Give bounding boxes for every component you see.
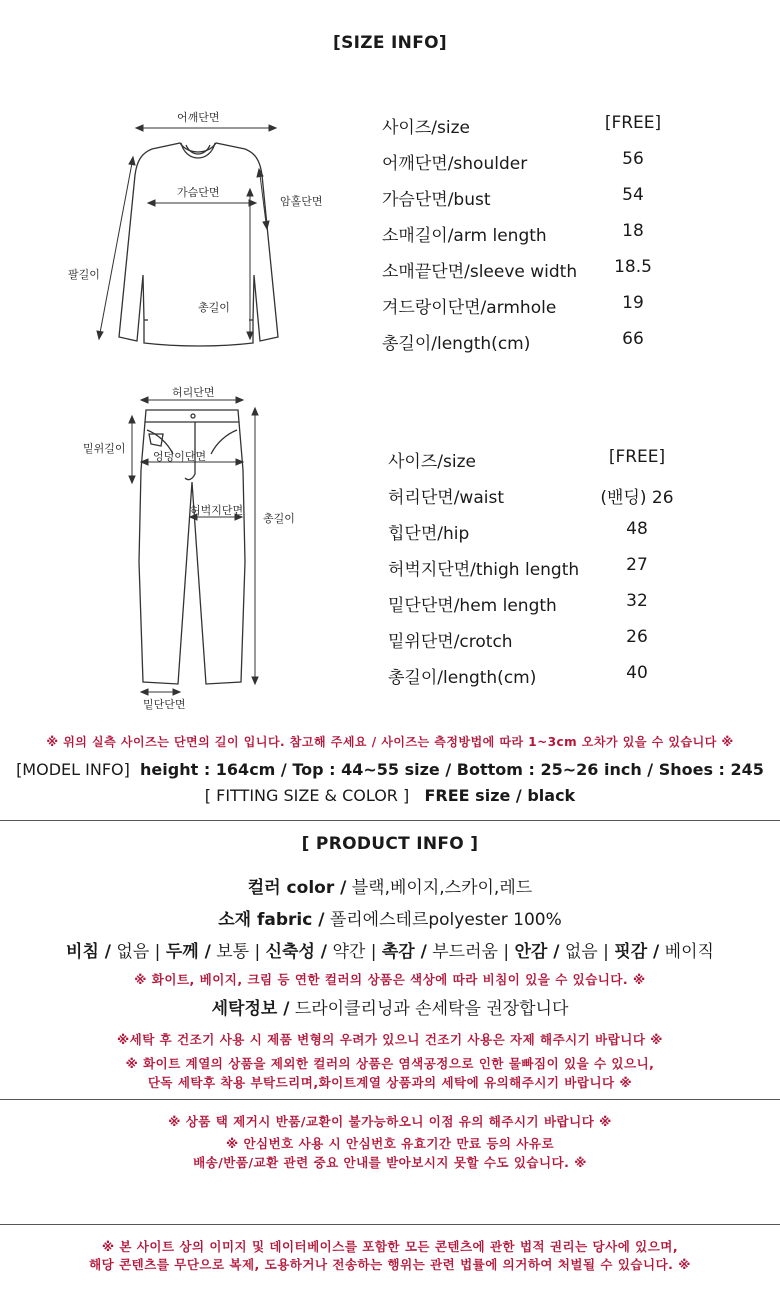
size-value: 18.5: [614, 257, 652, 277]
attr-label: 두께 /: [165, 942, 211, 962]
size-label: 허벅지단면/thigh length: [388, 560, 580, 580]
dye-notice-1: ※ 화이트 계열의 상품을 제외한 컬러의 상품은 염색공정으로 인한 물빠짐이 있을 수 있으니,: [125, 1056, 655, 1071]
size-label: 가슴단면/bust: [382, 190, 491, 210]
attr-label: 촉감 /: [381, 942, 427, 962]
size-value: 26: [626, 627, 648, 647]
size-label: 소매끝단면/sleeve width: [382, 262, 578, 282]
attr-value: 없음: [116, 942, 150, 962]
safe-notice-2: 배송/반품/교환 관련 중요 안내를 받아보시지 못할 수도 있습니다. ※: [193, 1155, 587, 1170]
pants-length-label: 총길이: [263, 512, 295, 525]
size-label: 소매길이/arm length: [382, 226, 547, 246]
size-label: 사이즈/size: [382, 118, 470, 138]
tag-notice: ※ 상품 택 제거시 반품/교환이 불가능하오니 이점 유의 해주시기 바랍니다 ※: [168, 1114, 612, 1129]
attributes-line: 비침 / 없음 | 두께 / 보통 | 신축성 / 약간 | 촉감 / 부드러움 | 안감 / 없음 | 핏감 / 베이직: [66, 942, 714, 962]
total-length-label: 총길이: [198, 301, 230, 314]
product-info-title: [ PRODUCT INFO ]: [301, 834, 479, 854]
size-label: 밑단단면/hem length: [388, 596, 557, 616]
pants-sketch-svg: [75, 382, 315, 712]
attr-value: 베이직: [664, 942, 714, 962]
size-value: 18: [622, 221, 644, 241]
attr-label: 핏감 /: [614, 942, 660, 962]
color-line: [0, 873, 780, 898]
waist-label: 허리단면: [172, 386, 215, 399]
size-value: 32: [626, 591, 648, 611]
divider: [0, 1224, 780, 1225]
size-value: 27: [626, 555, 648, 575]
size-value: 40: [626, 663, 648, 683]
attr-value: 없음: [564, 942, 598, 962]
size-info-title: [SIZE INFO]: [333, 33, 447, 53]
fabric-label: 소재 fabric /: [218, 910, 325, 930]
attr-label: 신축성 /: [265, 942, 328, 962]
size-value: 66: [622, 329, 644, 349]
top-size-table: [382, 113, 682, 353]
copyright-1: ※ 본 사이트 상의 이미지 및 데이터베이스를 포함한 모든 콘텐츠에 관한 법적 권리는 당사에 있으며,: [101, 1239, 679, 1254]
size-value: [FREE]: [608, 447, 666, 467]
fitting-info: [0, 786, 780, 805]
divider: [0, 1099, 780, 1100]
size-value: 48: [626, 519, 648, 539]
size-value: 54: [622, 185, 644, 205]
size-label: 총길이/length(cm): [388, 668, 537, 688]
wash-label: 세탁정보 /: [211, 999, 290, 1019]
dryer-notice: ※세탁 후 건조기 사용 시 제품 변형의 우려가 있으니 건조기 사용은 자제 해주시기 바랍니다 ※: [117, 1032, 663, 1047]
shoulder-label: 어깨단면: [177, 111, 220, 124]
attr-value: 약간: [332, 942, 366, 962]
attr-value: 부드러움: [432, 942, 498, 962]
color-value: 블랙,베이지,스카이,레드: [351, 878, 533, 898]
armhole-label: 암홀단면: [280, 195, 323, 208]
bust-label: 가슴단면: [177, 186, 220, 199]
size-value: 19: [622, 293, 644, 313]
size-label: 사이즈/size: [388, 452, 476, 472]
size-value: (밴딩) 26: [600, 488, 674, 508]
dye-notice-2: 단독 세탁후 착용 부탁드리며,화이트계열 상품과의 세탁에 유의해주시기 바랍니다 ※: [147, 1075, 633, 1090]
fitting-prefix: [ FITTING SIZE & COLOR ]: [204, 786, 410, 805]
bottom-size-table: [388, 447, 688, 687]
fabric-value: 폴리에스테르polyester 100%: [329, 910, 562, 930]
wash-line: [0, 994, 780, 1019]
size-value: 56: [622, 149, 644, 169]
fitting-details: FREE size / black: [424, 786, 576, 805]
model-info: [0, 760, 780, 779]
measure-notice: ※ 위의 실측 사이즈는 단면의 길이 입니다. 참고해 주세요 / 사이즈는 측정방법에 따라 1~3cm 오차가 있을 수 있습니다 ※: [46, 735, 734, 749]
top-diagram: [60, 105, 340, 365]
color-label: 컬러 color /: [247, 878, 347, 898]
wash-value: 드라이클리닝과 손세탁을 권장합니다: [294, 999, 569, 1019]
divider: [0, 820, 780, 821]
copyright-2: 해당 콘텐츠를 무단으로 복제, 도용하거나 전송하는 행위는 관련 법률에 의거하여 처벌될 수 있습니다. ※: [89, 1257, 691, 1272]
sheer-notice: ※ 화이트, 베이지, 크림 등 연한 컬러의 상품은 색상에 따라 비침이 있을 수 있습니다. ※: [134, 972, 646, 987]
attr-value: 보통: [216, 942, 250, 962]
pants-diagram: [75, 382, 315, 712]
thigh-label: 허벅지단면: [190, 504, 244, 517]
hip-label: 엉덩이단면: [153, 450, 207, 463]
size-label: 허리단면/waist: [388, 488, 504, 508]
size-label: 어깨단면/shoulder: [382, 154, 528, 174]
size-label: 밑위단면/crotch: [388, 632, 513, 652]
size-label: 총길이/length(cm): [382, 334, 531, 354]
model-info-prefix: [MODEL INFO]: [16, 760, 130, 779]
attr-label: 안감 /: [514, 942, 560, 962]
safe-notice-1: ※ 안심번호 사용 시 안심번호 유효기간 만료 등의 사유로: [225, 1136, 555, 1151]
size-label: 힙단면/hip: [388, 524, 470, 544]
hem-label: 밑단단면: [143, 698, 186, 711]
arm-length-label: 팔길이: [68, 268, 100, 281]
attr-label: 비침 /: [66, 942, 112, 962]
top-sketch-svg: [60, 105, 340, 365]
rise-label: 밑위길이: [83, 442, 126, 455]
size-value: [FREE]: [604, 113, 662, 133]
fabric-line: [0, 905, 780, 930]
model-info-details: height : 164cm / Top : 44~55 size / Bottom : 25~26 inch / Shoes : 245: [140, 760, 764, 779]
size-label: 겨드랑이단면/armhole: [382, 298, 557, 318]
